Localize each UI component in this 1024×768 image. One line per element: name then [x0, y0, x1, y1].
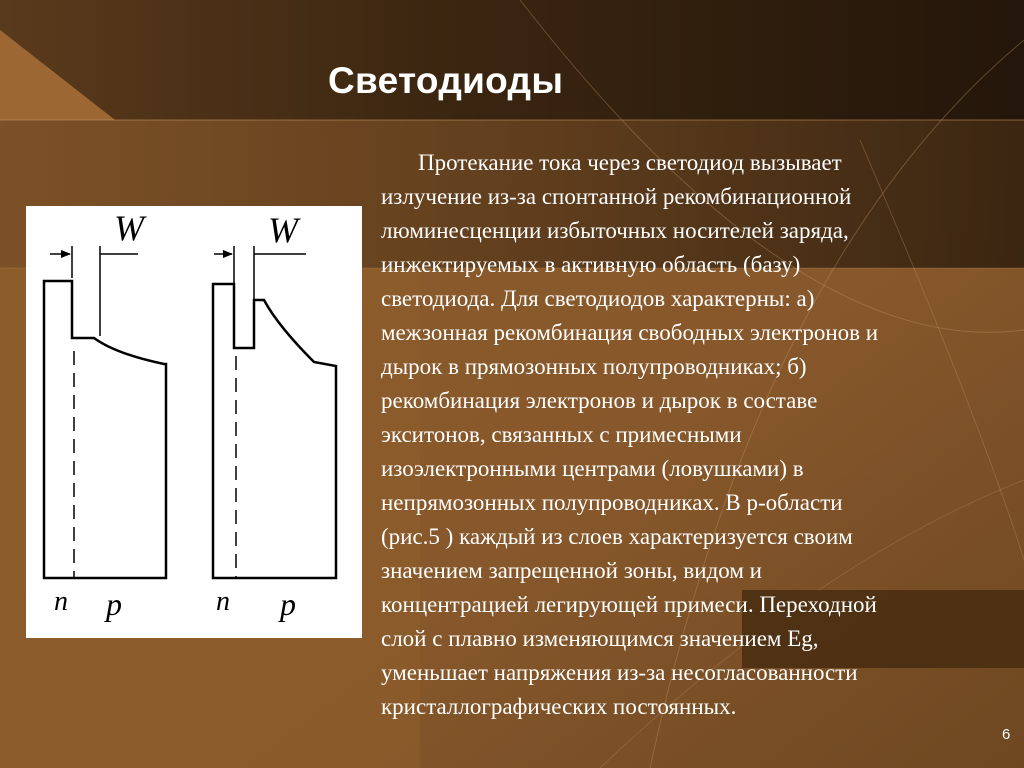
band-diagram-b — [213, 246, 336, 578]
p-region-label-a: p — [106, 586, 122, 622]
body-text-line: (рис.5 ) каждый из слоев характеризуется своим — [381, 524, 853, 549]
p-region-label-b: p — [280, 586, 296, 622]
body-text-line: светодиода. Для светодиодов характерны: а) — [381, 286, 815, 311]
page-number: 6 — [1002, 726, 1011, 743]
slide-title: Светодиоды — [328, 60, 564, 101]
n-region-label-a: n — [54, 586, 68, 617]
n-region-label-b: n — [216, 586, 230, 617]
body-text-line: дырок в прямозонных полупроводниках; б) — [381, 354, 807, 379]
body-text-line: межзонная рекомбинация свободных электронов и — [381, 320, 879, 345]
body-text-line: рекомбинация электронов и дырок в составе — [381, 388, 818, 413]
body-text-line: уменьшает напряжения из-за несогласованности — [381, 660, 858, 685]
body-text-line: излучение из-за спонтанной рекомбинационной — [381, 184, 852, 209]
band-diagram-a — [44, 246, 166, 578]
body-text-line: непрямозонных полупроводниках. В р-области — [381, 490, 843, 515]
body-text-line: значением запрещенной зоны, видом и — [381, 558, 762, 583]
body-text-line: кристаллографических постоянных. — [381, 694, 737, 719]
body-text-line: изоэлектронными центрами (ловушками) в — [381, 456, 804, 481]
band-diagram-drawing — [26, 206, 362, 638]
body-text-line: экситонов, связанных с примесными — [381, 422, 742, 447]
body-text-line: люминесценции избыточных носителей заряда, — [381, 218, 849, 243]
slide-body-text — [381, 146, 1011, 724]
body-text-line: концентрацией легирующей примеси. Переходной — [381, 592, 877, 617]
width-label-b: W — [268, 210, 298, 250]
width-label-a: W — [114, 208, 144, 248]
body-text-line: Протекание тока через светодиод вызывает — [418, 150, 842, 175]
band-diagram-figure — [26, 206, 362, 638]
body-text-line: инжектируемых в активную область (базу) — [381, 252, 801, 277]
body-text-line: слой с плавно изменяющимся значением Eg, — [381, 626, 819, 651]
